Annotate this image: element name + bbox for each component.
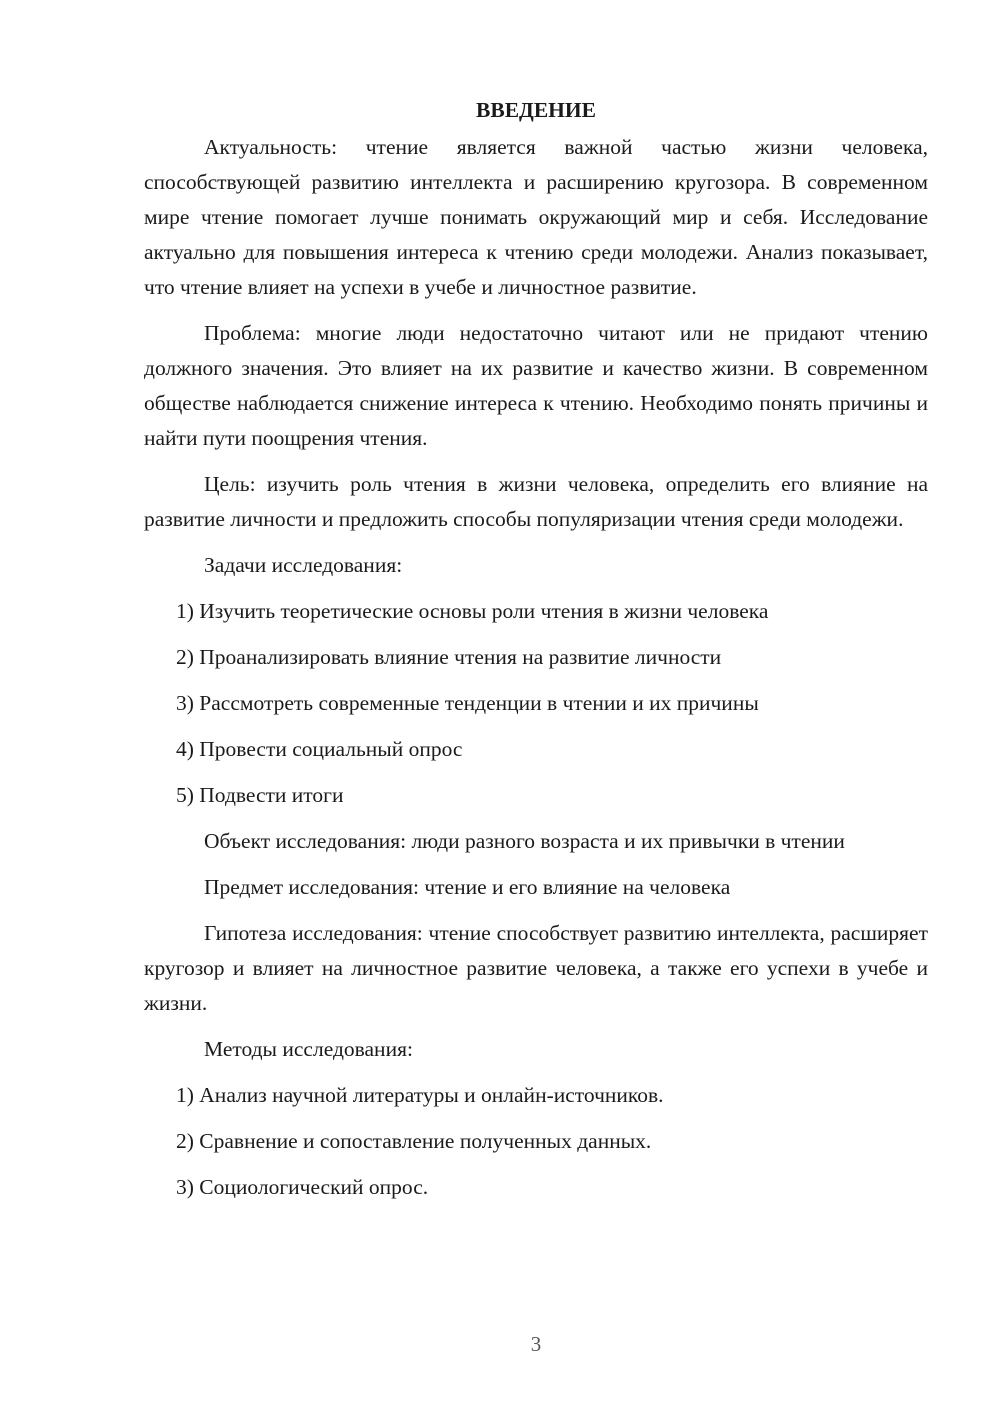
list-item: 5) Подвести итоги bbox=[176, 783, 344, 807]
list-item: 1) Изучить теоретические основы роли чтения в жизни человека bbox=[176, 599, 769, 623]
object-paragraph: Объект исследования: люди разного возраста и их привычки в чтении bbox=[204, 829, 845, 853]
subject-paragraph: Предмет исследования: чтение и его влияние на человека bbox=[204, 875, 731, 899]
page-number: 3 bbox=[530, 1332, 542, 1356]
list-item: 3) Рассмотреть современные тенденции в чтении и их причины bbox=[176, 691, 759, 715]
methods-heading: Методы исследования: bbox=[204, 1037, 413, 1061]
hypothesis-paragraph: Гипотеза исследования: чтение способствует развитию интеллекта, расширяет кругозор и влияет на личностное развитие человека, а также его успехи в учебе и жизни. bbox=[144, 921, 928, 1015]
list-item: 2) Проанализировать влияние чтения на развитие личности bbox=[176, 645, 722, 669]
list-item: 4) Провести социальный опрос bbox=[176, 737, 463, 761]
list-item: 3) Социологический опрос. bbox=[176, 1175, 429, 1199]
list-item: 1) Анализ научной литературы и онлайн-источников. bbox=[176, 1083, 664, 1107]
document-page bbox=[144, 92, 928, 1216]
tasks-list bbox=[144, 594, 928, 813]
problem-paragraph: Проблема: многие люди недостаточно читают или не придают чтению должного значения. Это влияет на их развитие и качество жизни. В современном обществе наблюдается снижение интереса к чтению. Необходимо понять причины и найти пути поощрения чтения. bbox=[144, 321, 928, 450]
tasks-heading: Задачи исследования: bbox=[204, 553, 403, 577]
page-title: ВВЕДЕНИЕ bbox=[476, 98, 596, 122]
relevance-paragraph: Актуальность: чтение является важной частью жизни человека, способствующей развитию интеллекта и расширению кругозора. В современном мире чтение помогает лучше понимать окружающий мир и себя. Исследование актуально для повышения интереса к чтению среди молодежи. Анализ показывает, что чтение влияет на успехи в учебе и личностное развитие. bbox=[144, 135, 928, 299]
methods-list bbox=[144, 1078, 928, 1205]
goal-paragraph: Цель: изучить роль чтения в жизни человека, определить его влияние на развитие личности и предложить способы популяризации чтения среди молодежи. bbox=[144, 472, 928, 531]
list-item: 2) Сравнение и сопоставление полученных данных. bbox=[176, 1129, 652, 1153]
